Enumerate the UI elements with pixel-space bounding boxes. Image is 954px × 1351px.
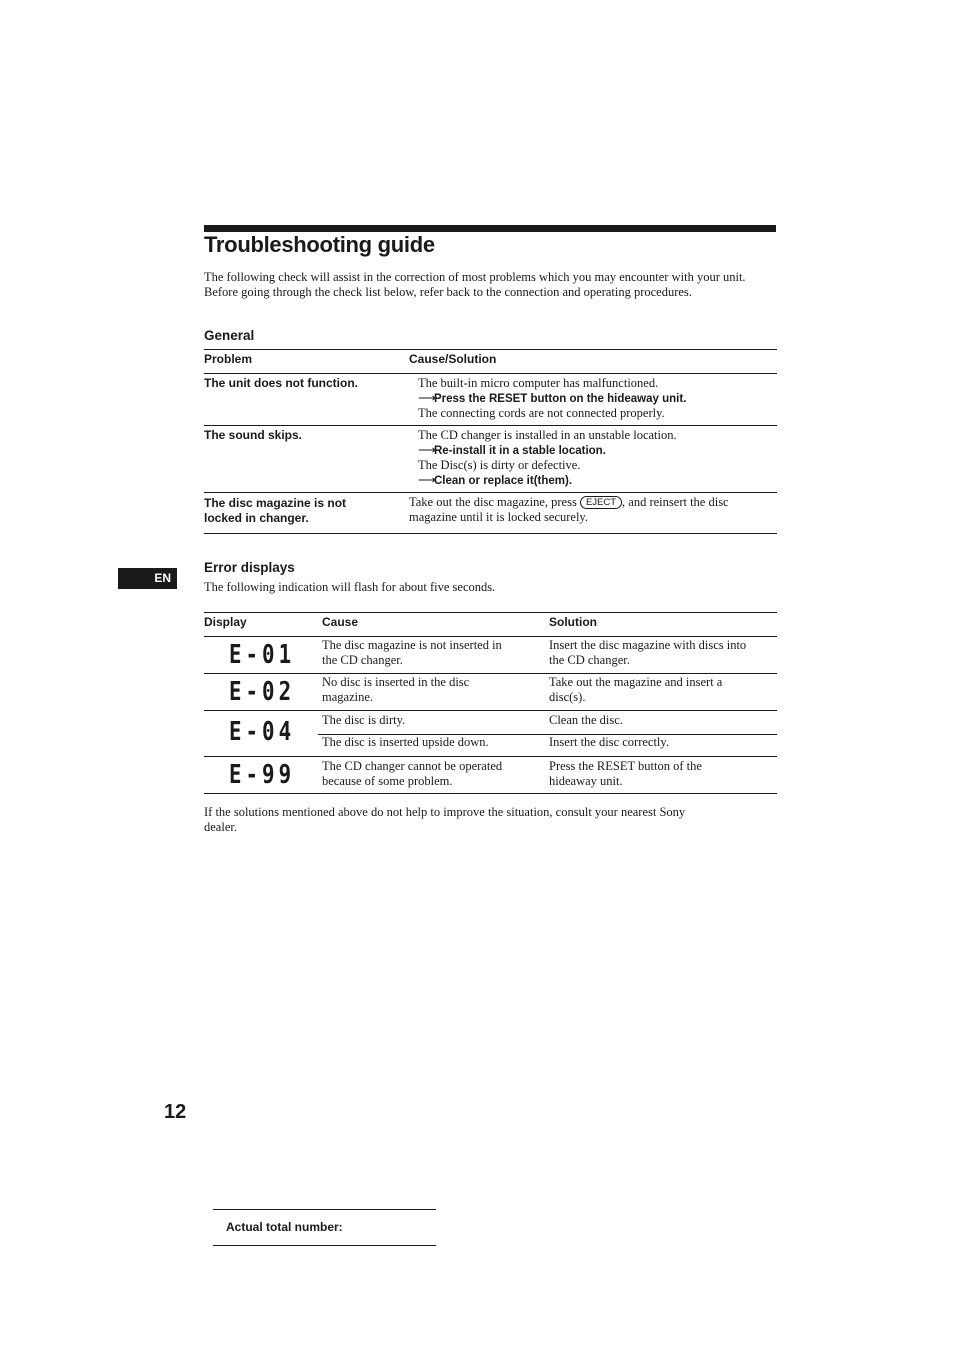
solution-text: , and reinsert the disc	[622, 495, 729, 509]
table-rule	[204, 756, 777, 757]
error-code-display: E-04	[229, 717, 296, 747]
solution-line: Insert the disc magazine with discs into	[549, 638, 747, 652]
page-title: Troubleshooting guide	[204, 232, 435, 257]
closing-line: If the solutions mentioned above do not help to improve the situation, consult your nearest Sony	[204, 805, 686, 819]
cause-line: the CD changer.	[322, 652, 403, 667]
cause-line: No disc is inserted in the disc	[322, 675, 470, 689]
col-header-solution: Solution	[549, 615, 597, 629]
error-solution: Clean the disc.	[549, 713, 623, 727]
error-displays-heading: Error displays	[204, 560, 295, 575]
error-cause	[322, 638, 502, 667]
arrow-right-icon: ⟶	[418, 390, 436, 405]
solution-text: Take out the disc magazine, press	[409, 495, 577, 509]
cause-line: The CD changer is installed in an unstable location.	[418, 428, 677, 442]
table-rule	[204, 673, 777, 674]
eject-button-symbol: EJECT	[580, 496, 622, 509]
cause-line: because of some problem.	[322, 773, 453, 788]
language-tab: EN	[118, 568, 177, 589]
solution-line	[418, 391, 686, 407]
error-code-display: E-01	[229, 640, 296, 670]
problem-line: The disc magazine is not	[204, 496, 347, 510]
arrow-right-icon: ⟶	[418, 472, 436, 487]
table-rule	[204, 612, 777, 613]
table-rule	[204, 636, 777, 637]
cause-solution-cell	[409, 495, 729, 524]
cause-line: The Disc(s) is dirty or defective.	[418, 458, 581, 472]
solution-line	[409, 495, 729, 510]
closing-note	[204, 805, 776, 834]
error-solution	[549, 675, 722, 704]
solution-line: hideaway unit.	[549, 773, 623, 788]
solution-line	[418, 443, 677, 459]
cause-line: The connecting cords are not connected properly.	[418, 406, 665, 420]
footer-rule	[213, 1209, 436, 1210]
solution-line: disc(s).	[549, 689, 586, 704]
intro-paragraph: Before going through the check list below, refer back to the connection and operating procedures.	[204, 284, 692, 299]
solution-text: Re-install it in a stable location.	[434, 444, 606, 457]
table-rule	[204, 425, 777, 426]
error-solution	[549, 759, 702, 788]
solution-text: Press the RESET button on the hideaway unit.	[434, 392, 687, 405]
error-code-display: E-99	[229, 760, 296, 790]
problem-cell	[204, 496, 346, 525]
solution-line: Take out the magazine and insert a	[549, 675, 723, 689]
solution-line: the CD changer.	[549, 652, 630, 667]
cause-line: The disc magazine is not inserted in	[322, 638, 502, 652]
general-heading: General	[204, 328, 255, 343]
problem-line: locked in changer.	[204, 510, 309, 525]
error-cause	[322, 675, 469, 704]
title-rule	[204, 225, 776, 232]
error-code-display: E-02	[229, 677, 296, 707]
cause-line: The built-in micro computer has malfunctioned.	[418, 376, 659, 390]
problem-cell: The unit does not function.	[204, 376, 358, 390]
solution-line	[418, 473, 677, 489]
actual-total-number-label: Actual total number:	[226, 1220, 343, 1234]
col-header-cause-solution: Cause/Solution	[409, 352, 497, 366]
intro-paragraph: The following check will assist in the correction of most problems which you may encounter with your unit.	[204, 270, 746, 284]
cause-solution-cell	[418, 428, 677, 488]
solution-text: Clean or replace it(them).	[434, 474, 573, 487]
intro-text	[204, 270, 776, 299]
error-cause: The disc is dirty.	[322, 713, 406, 727]
table-rule	[204, 492, 777, 493]
closing-line: dealer.	[204, 819, 237, 834]
footer-rule	[213, 1245, 436, 1246]
solution-line: Press the RESET button of the	[549, 759, 702, 773]
cause-line: The CD changer cannot be operated	[322, 759, 503, 773]
error-displays-subtitle: The following indication will flash for about five seconds.	[204, 580, 496, 594]
col-header-cause: Cause	[322, 615, 359, 629]
page-number: 12	[164, 1101, 187, 1123]
error-cause: The disc is inserted upside down.	[322, 735, 489, 749]
error-solution: Insert the disc correctly.	[549, 735, 669, 749]
solution-line: magazine until it is locked securely.	[409, 509, 588, 524]
arrow-right-icon: ⟶	[418, 442, 436, 457]
cause-line: magazine.	[322, 689, 374, 704]
col-header-display: Display	[204, 615, 247, 629]
problem-cell: The sound skips.	[204, 428, 303, 442]
table-rule	[204, 710, 777, 711]
table-rule	[204, 533, 777, 534]
table-rule	[204, 349, 777, 350]
col-header-problem: Problem	[204, 352, 253, 366]
error-solution	[549, 638, 746, 667]
error-cause	[322, 759, 502, 788]
table-rule	[204, 793, 777, 794]
cause-solution-cell	[418, 376, 686, 421]
table-rule	[204, 373, 777, 374]
